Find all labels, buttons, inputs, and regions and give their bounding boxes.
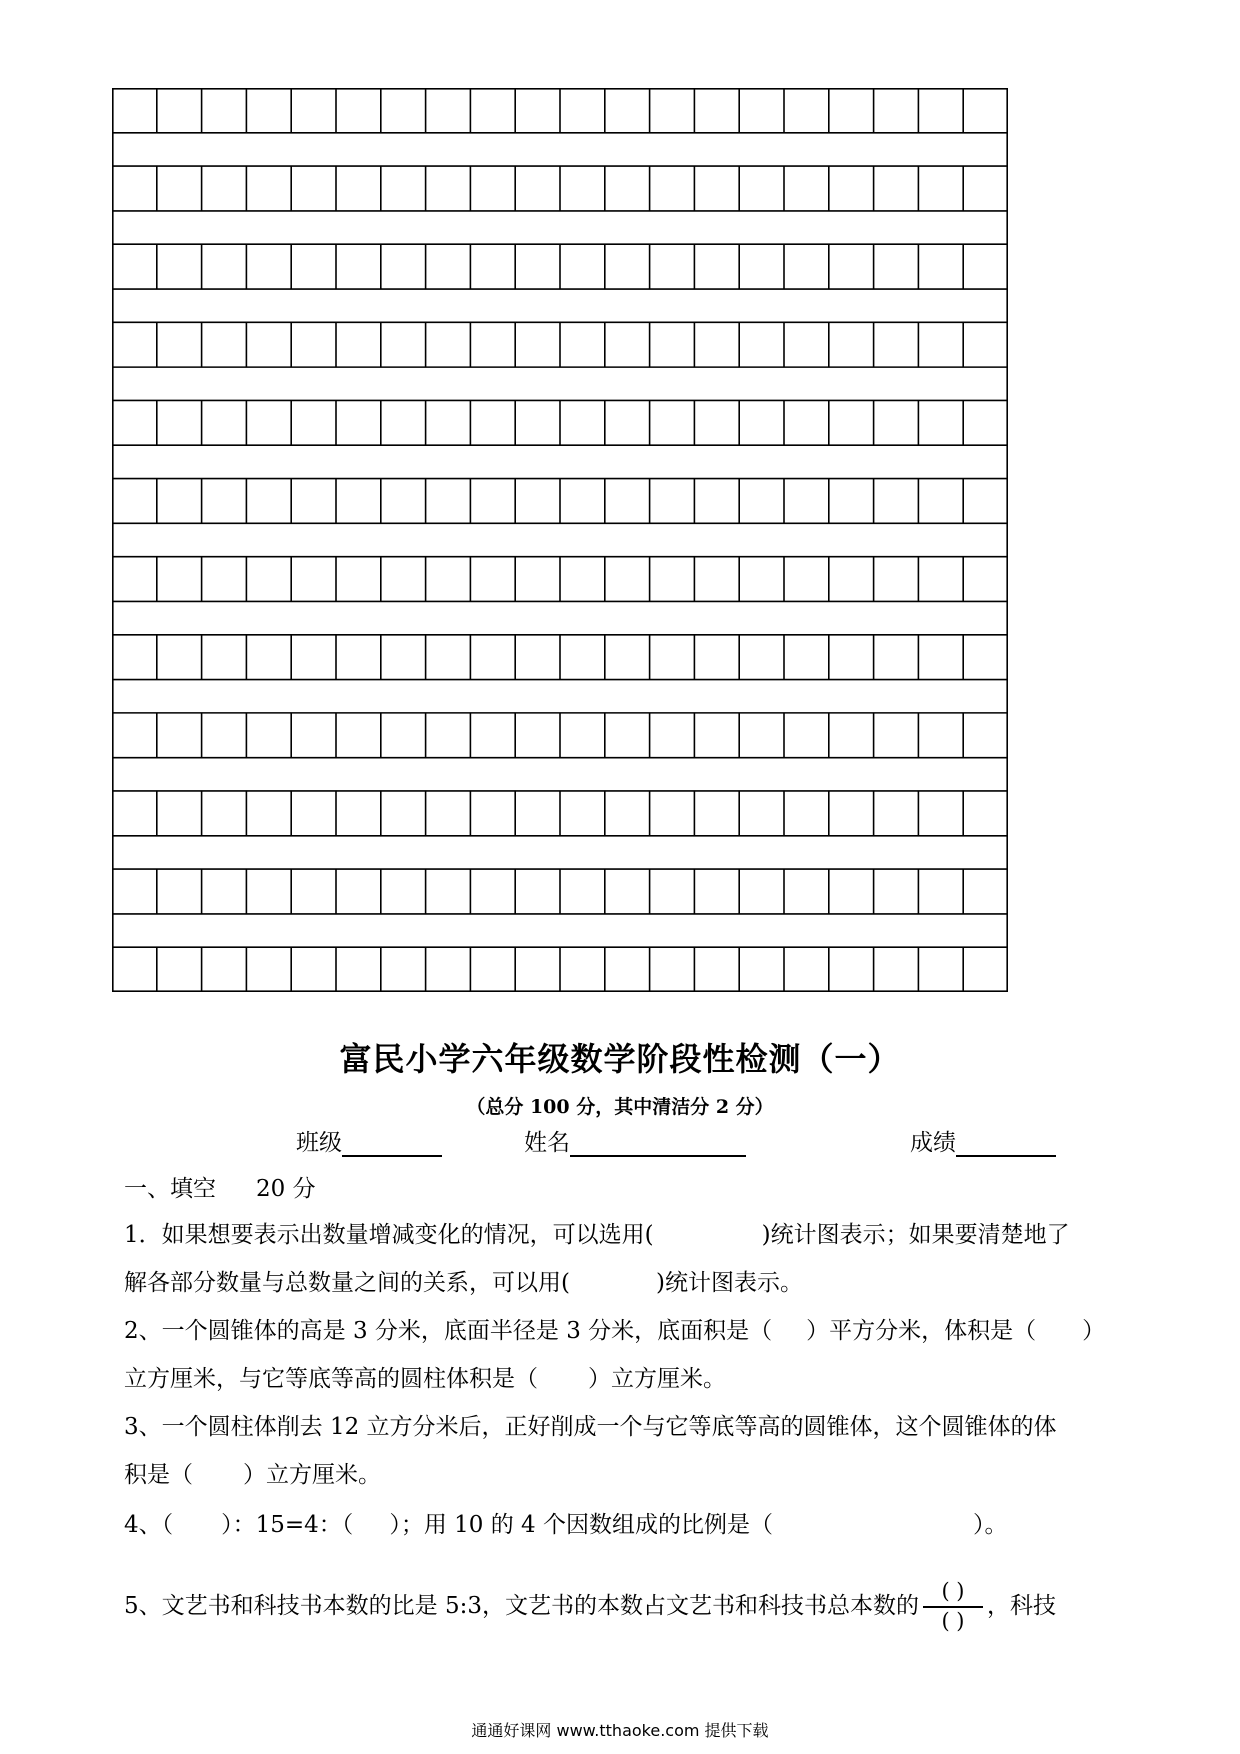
q3-text-b: 积是（ — [124, 1462, 193, 1488]
fraction-bar — [923, 1606, 983, 1608]
q2-text-e: ）立方厘米。 — [588, 1366, 726, 1392]
fraction-denominator: ( ) — [941, 1609, 965, 1633]
q3-text-c: ）立方厘米。 — [243, 1462, 381, 1488]
q2-text-b: ）平方分米，体积是（ — [806, 1318, 1037, 1344]
question-2-line-2 — [124, 1360, 1134, 1393]
q4-text-b: ）：15=4：（ — [221, 1512, 354, 1538]
section-heading — [124, 1170, 1134, 1203]
fraction-numerator: ( ) — [941, 1579, 965, 1603]
question-2-line-1 — [124, 1312, 1134, 1345]
q2-text-a: 2、一个圆锥体的高是 3 分米，底面半径是 3 分米，底面积是（ — [124, 1318, 773, 1344]
class-field — [296, 1124, 442, 1157]
q4-text-d: ）。 — [972, 1512, 1008, 1538]
fraction-blank[interactable] — [921, 1580, 985, 1634]
question-4 — [124, 1506, 1134, 1539]
q2-text-c: ） — [1082, 1318, 1106, 1344]
q1-text-c: 解各部分数量与总数量之间的关系，可以用( — [124, 1270, 570, 1296]
section-heading-text: 一、填空 — [124, 1176, 216, 1202]
composition-grid-lines — [112, 88, 1008, 992]
q1-text-a: 1．如果想要表示出数量增减变化的情况，可以选用( — [124, 1222, 654, 1248]
score-blank[interactable] — [956, 1129, 1056, 1157]
grid-border — [113, 89, 1007, 991]
score-field — [910, 1124, 1056, 1157]
q3-text-a: 3、一个圆柱体削去 12 立方分米后，正好削成一个与它等底等高的圆锥体，这个圆锥体的体 — [124, 1414, 1057, 1440]
q1-text-d: )统计图表示。 — [655, 1270, 803, 1296]
q2-text-d: 立方厘米，与它等底等高的圆柱体积是（ — [124, 1366, 538, 1392]
score-label: 成绩 — [910, 1130, 956, 1156]
question-1-line-1 — [124, 1216, 1134, 1249]
name-field — [524, 1124, 746, 1157]
name-label: 姓名 — [524, 1130, 570, 1156]
q5-text-a: 5、文艺书和科技书本数的比是 5:3，文艺书的本数占文艺书和科技书总本数的 — [124, 1593, 919, 1619]
question-5 — [124, 1580, 1134, 1634]
composition-grid — [112, 88, 1008, 992]
class-blank[interactable] — [342, 1129, 442, 1157]
page-title: 富民小学六年级数学阶段性检测（一） — [339, 1040, 901, 1078]
class-label: 班级 — [296, 1130, 342, 1156]
q1-text-b: )统计图表示；如果要清楚地了 — [761, 1222, 1070, 1248]
q5-text-b: ，科技 — [986, 1593, 1056, 1619]
q4-text-c: ）；用 10 的 4 个因数组成的比例是（ — [389, 1512, 773, 1538]
question-3-line-1 — [124, 1408, 1134, 1441]
name-blank[interactable] — [570, 1129, 746, 1157]
page-footer: 通通好课网 www.tthaoke.com 提供下载 — [471, 1721, 769, 1740]
question-3-line-2 — [124, 1456, 1134, 1489]
page-subtitle: （总分 100 分，其中清洁分 2 分） — [466, 1096, 774, 1118]
section-points: 20 分 — [256, 1176, 316, 1202]
question-1-line-2 — [124, 1264, 1134, 1297]
q4-text-a: 4、（ — [124, 1512, 174, 1538]
